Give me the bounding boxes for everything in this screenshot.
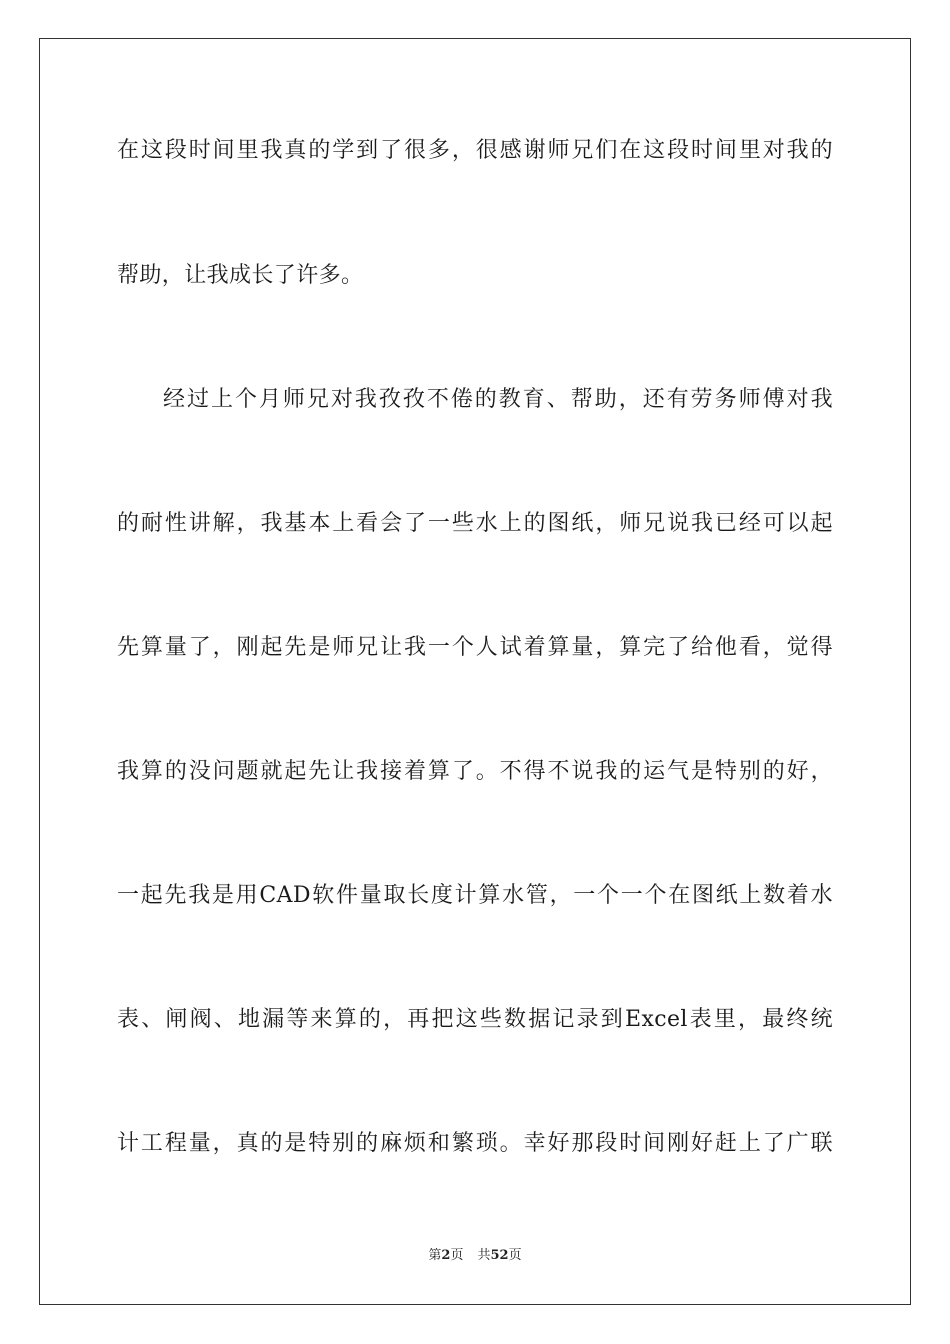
text-line-7: 一起先我是用CAD软件量取长度计算水管，一个一个在图纸上数着水 bbox=[117, 883, 833, 908]
page-number: 2 bbox=[441, 1248, 451, 1263]
text-line-1: 在这段时间里我真的学到了很多，很感谢师兄们在这段时间里对我的 bbox=[117, 138, 833, 163]
text-line-3: 经过上个月师兄对我孜孜不倦的教育、帮助，还有劳务师傅对我 bbox=[163, 387, 833, 412]
total-pages: 52 bbox=[490, 1248, 509, 1263]
text-line-8: 表、闸阀、地漏等来算的，再把这些数据记录到Excel表里，最终统 bbox=[117, 1007, 833, 1032]
text-line-9: 计工程量，真的是特别的麻烦和繁琐。幸好那段时间刚好赶上了广联 bbox=[117, 1131, 833, 1156]
text-line-5: 先算量了，刚起先是师兄让我一个人试着算量，算完了给他看，觉得 bbox=[117, 635, 833, 660]
page-footer bbox=[0, 1248, 950, 1264]
total-suffix: 页 bbox=[508, 1248, 522, 1263]
page-suffix: 页 bbox=[450, 1248, 464, 1263]
total-prefix: 共 bbox=[477, 1248, 491, 1263]
page-border bbox=[39, 38, 911, 1305]
text-line-4: 的耐性讲解，我基本上看会了一些水上的图纸，师兄说我已经可以起 bbox=[117, 511, 833, 536]
text-line-2: 帮助，让我成长了许多。 bbox=[117, 263, 364, 288]
text-line-6: 我算的没问题就起先让我接着算了。不得不说我的运气是特别的好， bbox=[117, 759, 833, 784]
page-prefix: 第 bbox=[428, 1248, 442, 1263]
